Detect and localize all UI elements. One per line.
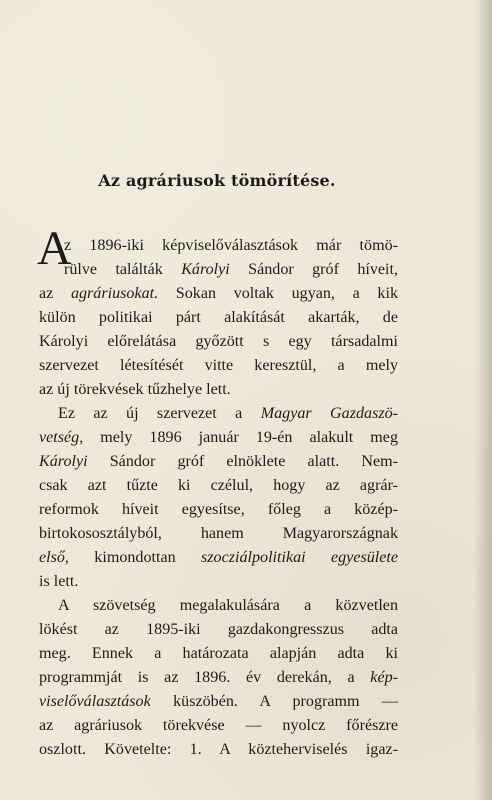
text-segment: az — [39, 285, 71, 302]
drop-cap: A — [37, 222, 72, 275]
text-segment: szervezet létesítését vitte keresztül, a mely — [39, 357, 398, 374]
text-line-10 — [39, 454, 398, 470]
text-segment: küszöbén. A programm — — [150, 693, 398, 710]
text-segment: lökést az 1895-iki gazdakongresszus adta — [39, 621, 398, 638]
text-line-18 — [39, 646, 398, 662]
text-line-9 — [39, 430, 398, 446]
italic-segment: Magyar Gazdaszö- — [260, 405, 398, 422]
text-segment: A szövetség megalakulására a közvetlen — [58, 597, 398, 614]
text-line-6 — [39, 358, 398, 374]
text-segment: csak azt tűzte ki czélul, hogy az agrár- — [39, 477, 398, 494]
text-line-12 — [39, 502, 398, 518]
text-line-8 — [58, 406, 398, 422]
text-segment: birtokososztályból, hanem Magyarországnak — [39, 525, 398, 542]
text-line-19 — [39, 670, 398, 686]
text-segment: meg. Ennek a határozata alapján adta ki — [39, 645, 398, 662]
text-line-22 — [39, 742, 398, 758]
italic-segment: szocziálpolitikai egyesülete — [201, 549, 398, 566]
text-line-13 — [39, 526, 398, 542]
text-line-3 — [39, 286, 398, 302]
italic-segment: viselőválasztások — [39, 693, 151, 710]
page-edge-shadow — [474, 0, 492, 800]
text-segment: mely 1896 január 19-én alakult meg — [83, 429, 398, 446]
text-segment: az új törekvések tűzhelye lett. — [39, 381, 231, 398]
text-segment: reformok híveit egyesítse, főleg a közép- — [39, 501, 398, 518]
italic-segment: vetség, — [39, 429, 84, 446]
text-line-2 — [64, 262, 398, 278]
italic-segment: agráriusokat. — [70, 285, 159, 302]
italic-segment: Károlyi — [39, 453, 88, 470]
text-segment: kimondottan — [68, 549, 202, 566]
text-segment: Sándor gróf elnöklete alatt. Nem- — [87, 453, 398, 470]
text-segment: Ez az új szervezet a — [58, 405, 261, 422]
text-segment: az agráriusok törekvése — nyolcz főrészre — [39, 717, 398, 734]
text-line-21 — [39, 718, 398, 734]
text-segment: oszlott. Követelte: 1. A közteherviselés igaz- — [39, 741, 398, 758]
text-line-17 — [39, 622, 398, 638]
text-line-14 — [39, 550, 398, 566]
section-title: Az agráriusok tömörítése. — [98, 171, 336, 190]
text-line-1 — [64, 238, 398, 254]
text-line-15 — [39, 574, 398, 590]
text-segment: rülve találták — [64, 261, 182, 278]
text-segment: külön politikai párt alakítását akarták, de — [39, 309, 398, 326]
text-segment: programmját is az 1896. év derekán, a — [39, 669, 371, 686]
italic-segment: Károlyi — [181, 261, 230, 278]
text-line-11 — [39, 478, 398, 494]
text-segment: Sándor gróf híveit, — [229, 261, 398, 278]
text-line-7 — [39, 382, 398, 398]
text-line-16 — [58, 598, 398, 614]
text-line-5 — [39, 334, 398, 350]
italic-segment: kép- — [370, 669, 398, 686]
text-segment: is lett. — [39, 573, 79, 590]
text-segment: z 1896-iki képviselőválasztások már tömö- — [64, 237, 398, 254]
text-segment: Károlyi előrelátása győzött s egy társadalmi — [39, 333, 398, 350]
text-line-4 — [39, 310, 398, 326]
italic-segment: első, — [39, 549, 69, 566]
text-segment: Sokan voltak ugyan, a kik — [158, 285, 398, 302]
text-line-20 — [39, 694, 398, 710]
